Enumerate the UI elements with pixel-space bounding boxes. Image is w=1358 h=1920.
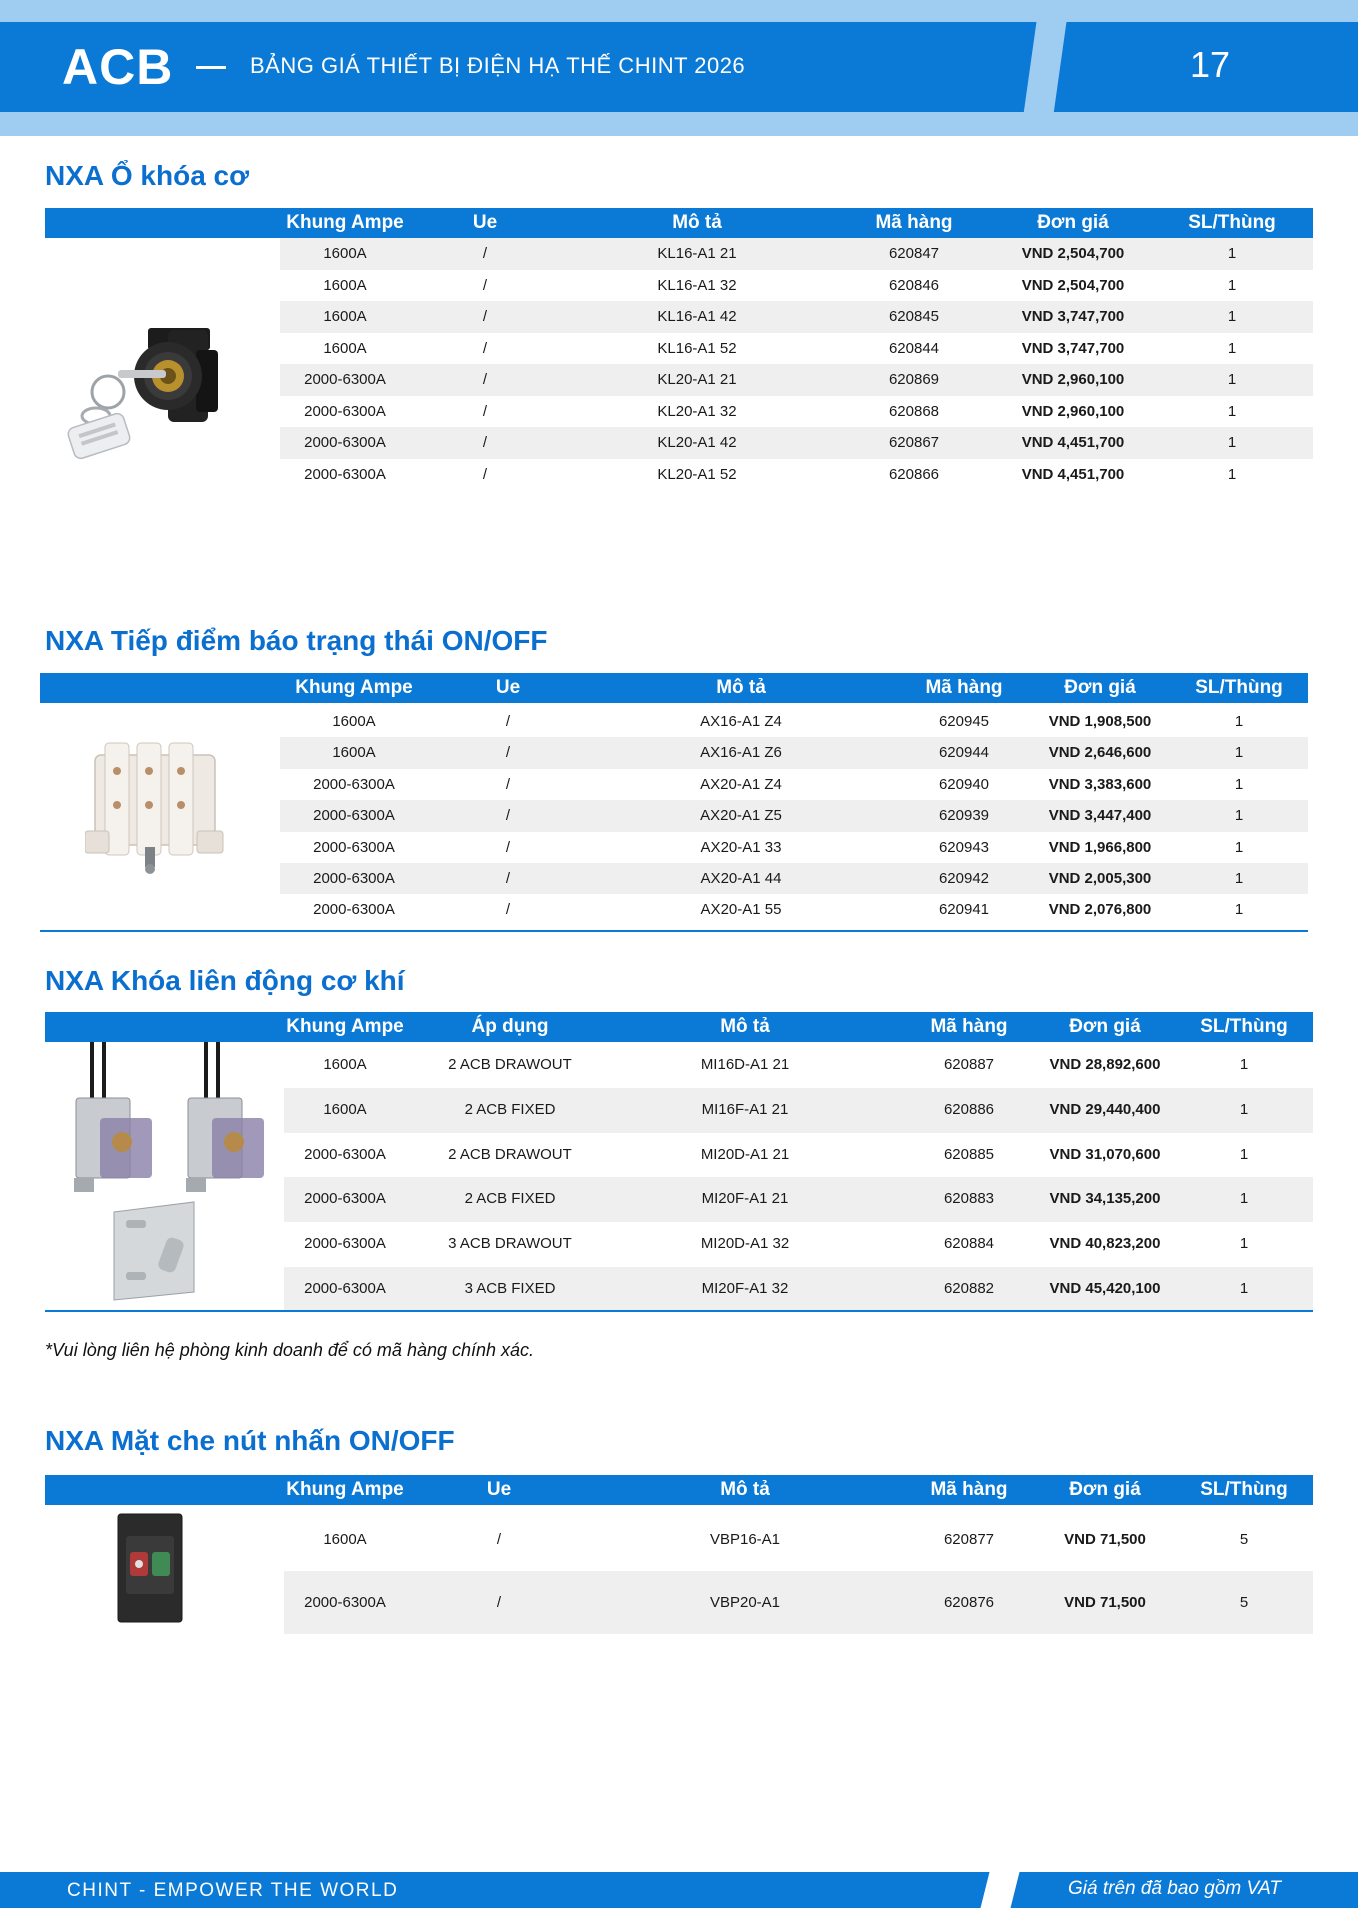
- header-logo: ACB: [62, 39, 174, 95]
- cell-ue: 2 ACB FIXED: [464, 1190, 556, 1208]
- cell-qty: 1: [1234, 807, 1244, 825]
- cell-price: VND 2,960,100: [1021, 371, 1125, 388]
- cell-code: 620846: [888, 276, 940, 294]
- cell-qty: 1: [1234, 838, 1244, 856]
- table-row: [284, 1088, 1313, 1133]
- cell-qty: 1: [1239, 1190, 1249, 1208]
- cell-description: AX20-A1 55: [700, 901, 782, 919]
- cell-code: 620942: [938, 870, 990, 887]
- cell-price: VND 29,440,400: [1049, 1100, 1161, 1118]
- cell-price: VND 4,451,700: [1021, 465, 1125, 483]
- table-row: [280, 706, 1308, 737]
- table-header-key-lock: [45, 208, 1313, 238]
- cell-price: VND 3,383,600: [1048, 775, 1152, 793]
- table-row: [284, 1267, 1313, 1312]
- table-row: [280, 832, 1308, 863]
- cell-description: KL16-A1 32: [657, 276, 737, 294]
- col-header-description: Mô tả: [716, 677, 766, 698]
- cell-ue: /: [482, 371, 488, 388]
- cell-price: VND 71,500: [1064, 1531, 1146, 1548]
- cell-price: VND 2,076,800: [1048, 901, 1152, 919]
- cell-frame: 2000-6300A: [304, 402, 386, 420]
- cell-frame: 2000-6300A: [313, 807, 395, 825]
- cell-code: 620845: [888, 308, 940, 325]
- cell-description: MI20F-A1 32: [701, 1280, 789, 1297]
- header-title: BẢNG GIÁ THIẾT BỊ ĐIỆN HẠ THẾ CHINT 2026: [250, 53, 746, 78]
- col-header-code: Mã hàng: [925, 677, 1003, 698]
- col-header-qty: SL/Thùng: [1200, 1479, 1288, 1500]
- cell-ue: /: [482, 465, 488, 483]
- table-header-aux-contact: [40, 673, 1308, 703]
- cell-price: VND 45,420,100: [1049, 1280, 1161, 1297]
- col-header-frame: Khung Ampe: [286, 1479, 404, 1500]
- col-header-application: Áp dụng: [471, 1016, 549, 1037]
- cell-frame: 1600A: [332, 713, 376, 730]
- cell-code: 620868: [888, 402, 940, 420]
- cell-description: VBP20-A1: [709, 1594, 781, 1611]
- table-row: [280, 396, 1313, 428]
- cell-description: KL16-A1 52: [657, 339, 737, 357]
- col-header-code: Mã hàng: [930, 1479, 1008, 1500]
- cell-frame: 2000-6300A: [313, 775, 395, 793]
- footer-vat-note: Giá trên đã bao gồm VAT: [1068, 1878, 1281, 1899]
- col-header-price: Đơn giá: [1069, 1479, 1141, 1500]
- cell-code: 620945: [938, 713, 990, 730]
- cell-qty: 1: [1239, 1056, 1249, 1073]
- col-header-frame: Khung Ampe: [295, 677, 413, 698]
- cell-qty: 1: [1239, 1100, 1249, 1118]
- cell-qty: 1: [1234, 870, 1244, 887]
- cell-frame: 2000-6300A: [313, 838, 395, 856]
- cell-description: KL20-A1 42: [657, 434, 737, 451]
- cell-code: 620887: [943, 1056, 995, 1073]
- section-title-key-lock: NXA Ổ khóa cơ: [45, 160, 250, 191]
- cell-price: VND 28,892,600: [1049, 1056, 1161, 1073]
- cell-ue: /: [482, 276, 488, 294]
- cell-price: VND 2,960,100: [1021, 402, 1125, 420]
- cell-price: VND 31,070,600: [1049, 1145, 1161, 1163]
- cell-code: 620882: [943, 1280, 995, 1297]
- cell-ue: /: [482, 339, 488, 357]
- cell-description: AX20-A1 Z5: [700, 807, 782, 825]
- cell-ue: /: [505, 807, 511, 825]
- col-header-price: Đơn giá: [1037, 212, 1109, 233]
- col-header-description: Mô tả: [672, 212, 722, 233]
- cell-ue: /: [505, 713, 511, 730]
- cell-ue: /: [496, 1594, 502, 1611]
- note-text: *Vui lòng liên hệ phòng kinh doanh để có mã hàng chính xác.: [45, 1340, 535, 1360]
- cell-description: MI16F-A1 21: [701, 1100, 789, 1118]
- col-header-frame: Khung Ampe: [286, 1016, 404, 1037]
- cell-price: VND 2,504,700: [1021, 245, 1125, 262]
- cell-qty: 1: [1227, 308, 1237, 325]
- table-bottom-rule: [40, 930, 1308, 932]
- cell-qty: 1: [1234, 713, 1244, 730]
- cell-description: KL20-A1 21: [657, 371, 737, 388]
- cell-qty: 1: [1227, 434, 1237, 451]
- cell-qty: 5: [1239, 1594, 1249, 1611]
- cell-description: KL20-A1 32: [657, 402, 737, 420]
- col-header-qty: SL/Thùng: [1188, 212, 1276, 233]
- cell-ue: 2 ACB FIXED: [464, 1100, 556, 1118]
- table-row: [280, 800, 1308, 831]
- cell-code: 620885: [943, 1145, 995, 1163]
- col-header-price: Đơn giá: [1064, 677, 1136, 698]
- cell-code: 620886: [943, 1100, 995, 1118]
- table-row: [280, 270, 1313, 302]
- cell-ue: /: [482, 434, 488, 451]
- cell-qty: 1: [1239, 1145, 1249, 1163]
- cell-price: VND 71,500: [1064, 1594, 1146, 1611]
- cell-frame: 2000-6300A: [304, 1190, 386, 1208]
- cell-frame: 1600A: [323, 276, 367, 294]
- cell-description: KL16-A1 21: [657, 245, 737, 262]
- col-header-price: Đơn giá: [1069, 1016, 1141, 1037]
- cell-ue: /: [505, 870, 511, 887]
- cell-description: MI20F-A1 21: [701, 1190, 789, 1208]
- cell-frame: 1600A: [323, 245, 367, 262]
- cell-code: 620884: [943, 1235, 995, 1253]
- cell-frame: 2000-6300A: [304, 1280, 386, 1297]
- section-title-button-cover: NXA Mặt che nút nhấn ON/OFF: [45, 1425, 455, 1456]
- cell-frame: 1600A: [323, 1531, 367, 1548]
- cell-ue: /: [505, 744, 511, 762]
- table-row: [284, 1177, 1313, 1222]
- cell-ue: /: [482, 308, 488, 325]
- cell-description: AX16-A1 Z6: [700, 744, 782, 762]
- cell-description: AX16-A1 Z4: [700, 713, 782, 730]
- cell-qty: 1: [1239, 1280, 1249, 1297]
- cell-code: 620844: [888, 339, 940, 357]
- cell-ue: 3 ACB DRAWOUT: [448, 1235, 572, 1253]
- col-header-ue: Ue: [495, 677, 521, 698]
- cell-price: VND 1,966,800: [1048, 838, 1152, 856]
- col-header-ue: Ue: [486, 1479, 512, 1500]
- cell-description: AX20-A1 Z4: [700, 775, 782, 793]
- cell-code: 620866: [888, 465, 940, 483]
- cell-price: VND 2,005,300: [1048, 870, 1152, 887]
- table-row: [280, 863, 1308, 894]
- table-header-interlock: [45, 1012, 1313, 1042]
- cell-price: VND 2,646,600: [1048, 744, 1152, 762]
- cell-ue: /: [505, 838, 511, 856]
- cell-code: 620847: [888, 245, 940, 262]
- cell-code: 620869: [888, 371, 940, 388]
- cell-code: 620941: [938, 901, 990, 919]
- cell-frame: 2000-6300A: [313, 901, 395, 919]
- cell-ue: /: [505, 901, 511, 919]
- cell-qty: 1: [1227, 371, 1237, 388]
- table-row: [284, 1133, 1313, 1178]
- cell-price: VND 40,823,200: [1049, 1235, 1161, 1253]
- cell-description: KL20-A1 52: [657, 465, 737, 483]
- cell-ue: 2 ACB DRAWOUT: [448, 1145, 572, 1163]
- footer-slogan: CHINT - EMPOWER THE WORLD: [67, 1880, 399, 1901]
- cell-qty: 1: [1227, 465, 1237, 483]
- cell-code: 620944: [938, 744, 990, 762]
- cell-description: AX20-A1 44: [700, 870, 782, 887]
- cell-frame: 1600A: [332, 744, 376, 762]
- col-header-qty: SL/Thùng: [1195, 677, 1283, 698]
- table-row: [280, 769, 1308, 800]
- cell-ue: 2 ACB DRAWOUT: [448, 1056, 572, 1073]
- col-header-ue: Ue: [472, 212, 498, 233]
- cell-frame: 1600A: [323, 1100, 367, 1118]
- col-header-code: Mã hàng: [875, 212, 953, 233]
- cell-qty: 1: [1227, 245, 1237, 262]
- cell-code: 620877: [943, 1531, 995, 1548]
- cell-code: 620867: [888, 434, 940, 451]
- cell-frame: 2000-6300A: [304, 434, 386, 451]
- cell-price: VND 4,451,700: [1021, 434, 1125, 451]
- cell-price: VND 3,747,700: [1021, 339, 1125, 357]
- cell-code: 620943: [938, 838, 990, 856]
- cell-frame: 2000-6300A: [304, 1235, 386, 1253]
- table-row: [284, 1043, 1313, 1088]
- cell-ue: 3 ACB FIXED: [464, 1280, 556, 1297]
- cell-frame: 2000-6300A: [304, 371, 386, 388]
- cell-qty: 1: [1227, 276, 1237, 294]
- cell-code: 620883: [943, 1190, 995, 1208]
- cell-frame: 2000-6300A: [304, 1594, 386, 1611]
- cell-description: MI20D-A1 32: [700, 1235, 790, 1253]
- cell-qty: 1: [1227, 402, 1237, 420]
- cell-description: AX20-A1 33: [700, 838, 782, 856]
- cell-frame: 1600A: [323, 308, 367, 325]
- cell-ue: /: [505, 775, 511, 793]
- cell-qty: 5: [1239, 1531, 1249, 1548]
- table-bottom-rule: [45, 1310, 1313, 1312]
- key-lock-product-image: [60, 320, 250, 470]
- table-row: [280, 301, 1313, 333]
- cell-ue: /: [482, 245, 488, 262]
- table-row: [280, 364, 1313, 396]
- cell-price: VND 1,908,500: [1048, 713, 1152, 730]
- mechanical-interlock-product-image: [70, 1042, 270, 1304]
- cell-price: VND 34,135,200: [1049, 1190, 1161, 1208]
- cell-description: MI20D-A1 21: [700, 1145, 790, 1163]
- col-header-frame: Khung Ampe: [286, 212, 404, 233]
- cell-price: VND 3,447,400: [1048, 807, 1152, 825]
- cell-code: 620876: [943, 1594, 995, 1611]
- cell-qty: 1: [1234, 775, 1244, 793]
- cell-frame: 2000-6300A: [313, 870, 395, 887]
- cell-frame: 2000-6300A: [304, 1145, 386, 1163]
- cell-frame: 2000-6300A: [304, 465, 386, 483]
- button-cover-product-image: [116, 1512, 184, 1624]
- table-header-button-cover: [45, 1475, 1313, 1505]
- table-row: [280, 333, 1313, 365]
- table-row: [280, 737, 1308, 768]
- cell-qty: 1: [1227, 339, 1237, 357]
- table-row: [280, 238, 1313, 270]
- cell-description: MI16D-A1 21: [700, 1056, 790, 1073]
- cell-ue: /: [496, 1531, 502, 1548]
- table-row: [280, 427, 1313, 459]
- header-dash: [196, 66, 226, 69]
- col-header-description: Mô tả: [720, 1016, 770, 1037]
- cell-description: KL16-A1 42: [657, 308, 737, 325]
- cell-ue: /: [482, 402, 488, 420]
- section-title-aux-contact: NXA Tiếp điểm báo trạng thái ON/OFF: [45, 625, 548, 656]
- page-number: 17: [1190, 44, 1231, 85]
- cell-qty: 1: [1234, 901, 1244, 919]
- table-row: [280, 894, 1308, 925]
- table-row: [284, 1571, 1313, 1634]
- cell-price: VND 3,747,700: [1021, 308, 1125, 325]
- table-row: [284, 1222, 1313, 1267]
- table-row: [280, 459, 1313, 491]
- col-header-code: Mã hàng: [930, 1016, 1008, 1037]
- table-row: [284, 1508, 1313, 1571]
- cell-code: 620939: [938, 807, 990, 825]
- cell-qty: 1: [1239, 1235, 1249, 1253]
- section-title-interlock: NXA Khóa liên động cơ khí: [45, 965, 405, 996]
- cell-frame: 1600A: [323, 1056, 367, 1073]
- cell-description: VBP16-A1: [709, 1531, 781, 1548]
- col-header-description: Mô tả: [720, 1479, 770, 1500]
- cell-code: 620940: [938, 775, 990, 793]
- col-header-qty: SL/Thùng: [1200, 1016, 1288, 1037]
- cell-frame: 1600A: [323, 339, 367, 357]
- cell-price: VND 2,504,700: [1021, 276, 1125, 294]
- auxiliary-contact-product-image: [85, 735, 235, 875]
- cell-qty: 1: [1234, 744, 1244, 762]
